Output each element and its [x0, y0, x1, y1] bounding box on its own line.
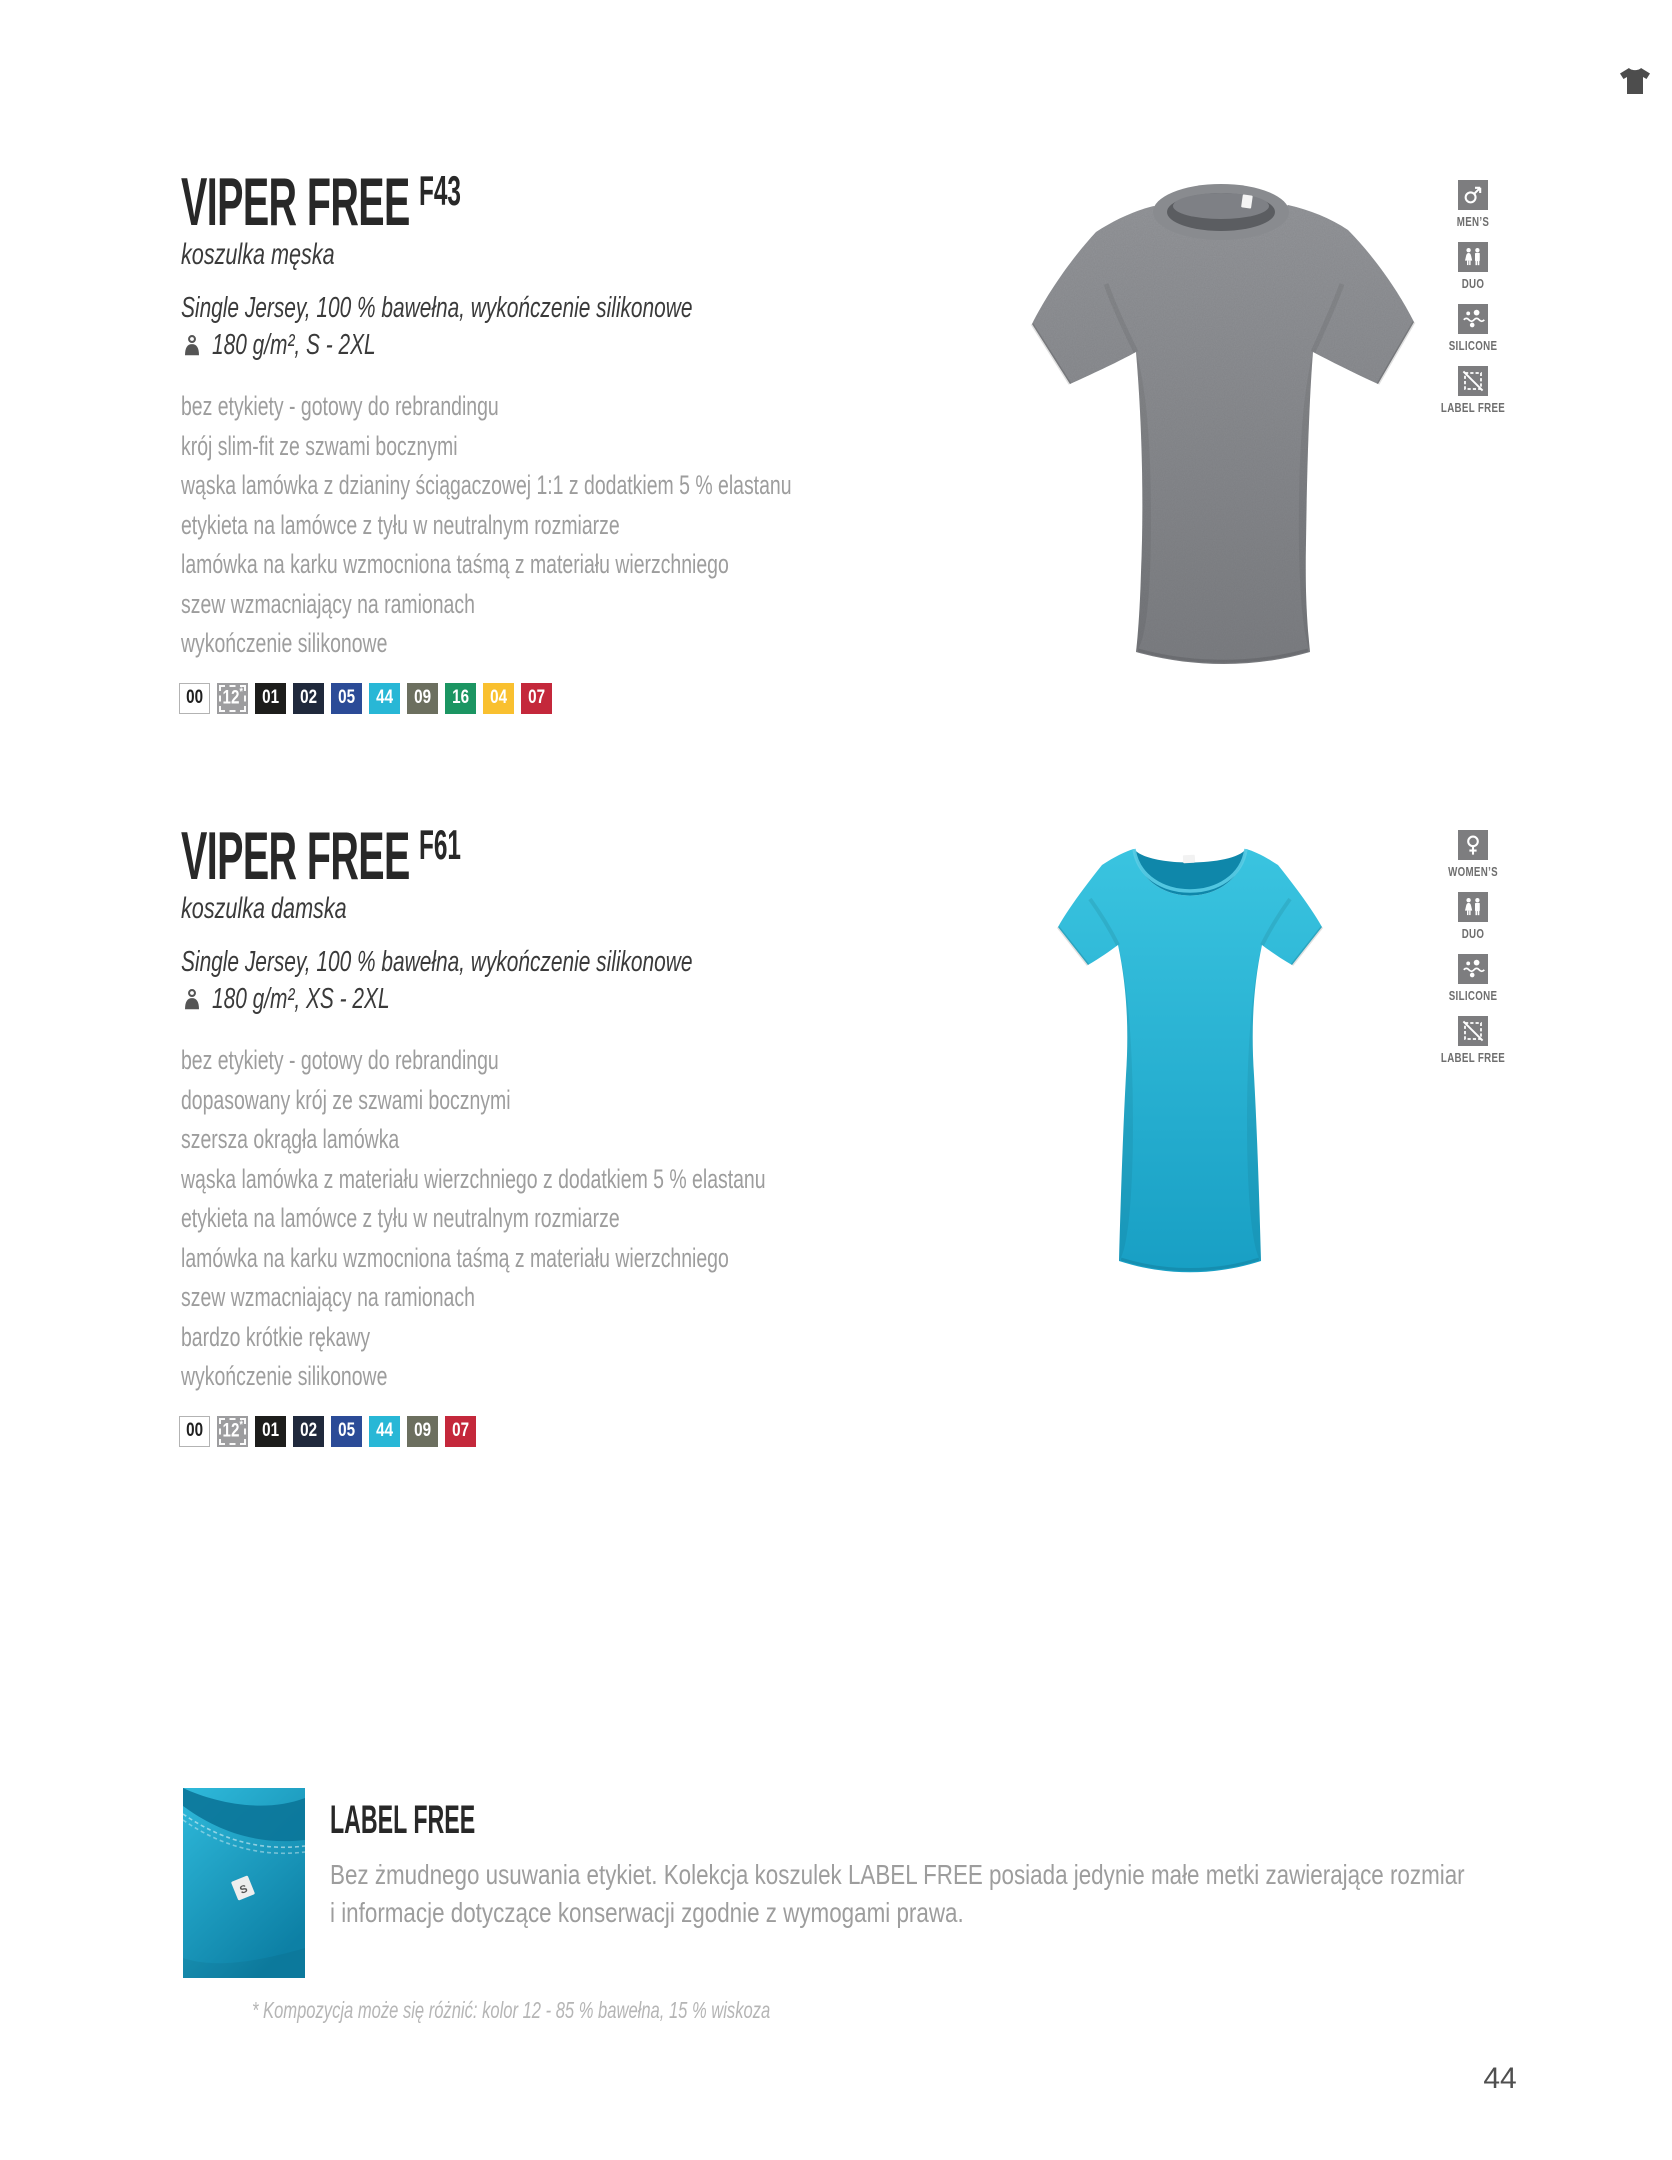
color-swatch-00: 00	[179, 1416, 210, 1447]
product-subtitle: koszulka damska	[181, 892, 347, 925]
product-title-row	[181, 164, 961, 240]
product-code: F43	[418, 167, 461, 214]
color-swatch-44: 44	[369, 683, 400, 714]
color-swatch-16: 16	[445, 683, 476, 714]
feature-line: etykieta na lamówce z tyłu w neutralnym rozmiarze	[181, 509, 620, 540]
mens-icon	[1458, 180, 1488, 210]
feature-line: lamówka na karku wzmocniona taśmą z materiału wierzchniego	[181, 549, 729, 579]
product-name: VIPER FREE	[181, 164, 410, 240]
color-swatch-07: 07	[445, 1416, 476, 1447]
color-swatch-09: 09	[407, 683, 438, 714]
icon-label: DUO	[1461, 927, 1485, 941]
product-title	[181, 164, 461, 240]
weight-icon	[181, 334, 203, 358]
mens-tshirt-image	[1020, 172, 1422, 682]
color-swatch-44: 44	[369, 1416, 400, 1447]
product-title-row	[181, 818, 961, 894]
icon-label: SILICONE	[1448, 339, 1498, 353]
attribute-womens	[1448, 830, 1498, 892]
feature-line: bardzo krótkie rękawy	[181, 1321, 371, 1352]
feature-line: szew wzmacniający na ramionach	[181, 588, 475, 619]
label-free-icon	[1458, 1016, 1488, 1046]
product-name: VIPER FREE	[181, 818, 410, 894]
feature-line: bez etykiety - gotowy do rebrandingu	[181, 1045, 499, 1075]
feature-line: wykończenie silikonowe	[181, 628, 388, 658]
feature-line: szersza okrągła lamówka	[181, 1124, 400, 1154]
color-swatch-05: 05	[331, 683, 362, 714]
icon-label: LABEL FREE	[1440, 401, 1506, 415]
attribute-duo	[1458, 242, 1488, 304]
label-free-line2: i informacje dotyczące konserwacji zgodnie z wymogami prawa.	[330, 1897, 964, 1928]
label-free-photo	[183, 1788, 305, 1978]
icon-label: SILICONE	[1448, 989, 1498, 1003]
attribute-duo	[1458, 892, 1488, 954]
duo-icon	[1458, 892, 1488, 922]
feature-line: krój slim-fit ze szwami bocznymi	[181, 430, 458, 461]
color-swatch-04: 04	[483, 683, 514, 714]
weight-text: 180 g/m², S - 2XL	[212, 329, 376, 361]
color-swatch-05: 05	[331, 1416, 362, 1447]
attribute-mens	[1458, 180, 1488, 242]
feature-line: szew wzmacniający na ramionach	[181, 1282, 475, 1312]
silicone-icon	[1458, 304, 1488, 334]
feature-line: wąska lamówka z materiału wierzchniego z dodatkiem 5 % elastanu	[181, 1163, 766, 1194]
label-free-paragraph	[330, 1856, 1530, 1932]
color-swatch-12: 12*	[217, 1416, 248, 1447]
color-swatch-00: 00	[179, 683, 210, 714]
color-swatch-02: 02	[293, 683, 324, 714]
svg-text:S: S	[238, 1882, 250, 1897]
icon-label: DUO	[1461, 277, 1485, 291]
product-subtitle: koszulka męska	[181, 238, 335, 271]
feature-line: wąska lamówka z dzianiny ściągaczowej 1:1 z dodatkiem 5 % elastanu	[181, 470, 792, 500]
label-free-line1: Bez żmudnego usuwania etykiet. Kolekcja koszulek LABEL FREE posiada jedynie małe metki zawierające rozmiar	[330, 1859, 1465, 1890]
color-swatch-12: 12*	[217, 683, 248, 714]
feature-line: lamówka na karku wzmocniona taśmą z materiału wierzchniego	[181, 1242, 729, 1273]
label-free-title: LABEL FREE	[330, 1798, 476, 1842]
product-material: Single Jersey, 100 % bawełna, wykończenie silikonowe	[181, 946, 693, 978]
weight-icon	[181, 988, 203, 1012]
color-swatch-09: 09	[407, 1416, 438, 1447]
attribute-label-free	[1440, 1016, 1506, 1078]
icon-label: LABEL FREE	[1440, 1051, 1506, 1065]
womens-icon	[1458, 830, 1488, 860]
icon-label: WOMEN’S	[1448, 865, 1498, 879]
label-free-icon	[1458, 366, 1488, 396]
tshirt-category-icon	[1618, 66, 1652, 96]
attribute-label-free	[1440, 366, 1506, 428]
feature-line: wykończenie silikonowe	[181, 1361, 388, 1391]
product-weight-row	[181, 331, 961, 360]
attribute-icon-column	[1440, 180, 1506, 428]
product-material: Single Jersey, 100 % bawełna, wykończenie silikonowe	[181, 292, 693, 324]
composition-footnote: * Kompozycja może się różnić: kolor 12 - 85 % bawełna, 15 % wiskoza	[252, 1997, 771, 2023]
icon-label: MEN’S	[1456, 215, 1490, 229]
feature-list	[181, 1041, 961, 1397]
feature-line: etykieta na lamówce z tyłu w neutralnym rozmiarze	[181, 1203, 620, 1233]
color-swatch-02: 02	[293, 1416, 324, 1447]
weight-text: 180 g/m², XS - 2XL	[212, 983, 390, 1015]
duo-icon	[1458, 242, 1488, 272]
product-section-f61	[181, 818, 961, 1447]
product-code: F61	[418, 821, 461, 868]
silicone-icon	[1458, 954, 1488, 984]
product-section-f43	[181, 164, 961, 714]
product-weight-row	[181, 985, 961, 1014]
attribute-silicone	[1448, 304, 1498, 366]
color-swatch-01: 01	[255, 1416, 286, 1447]
feature-list	[181, 387, 961, 664]
product-title	[181, 818, 461, 894]
attribute-icon-column	[1440, 830, 1506, 1078]
feature-line: bez etykiety - gotowy do rebrandingu	[181, 391, 499, 421]
womens-tshirt-image	[1030, 825, 1350, 1292]
color-swatch-07: 07	[521, 683, 552, 714]
attribute-silicone	[1448, 954, 1498, 1016]
feature-line: dopasowany krój ze szwami bocznymi	[181, 1084, 511, 1115]
color-swatch-01: 01	[255, 683, 286, 714]
color-swatch-row	[179, 1416, 961, 1447]
color-swatch-row	[179, 683, 961, 714]
page-number: 44	[1483, 2062, 1517, 2095]
label-free-info	[330, 1800, 1530, 1932]
